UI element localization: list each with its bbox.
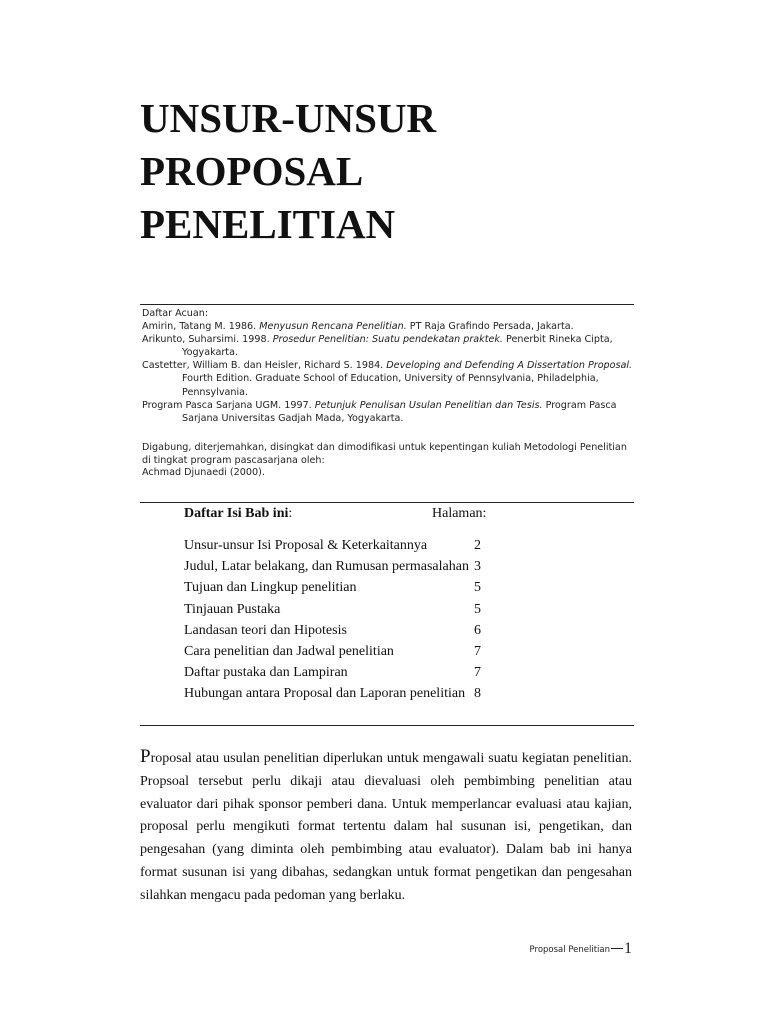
reference-title: Petunjuk Penulisan Usulan Penelitian dan Tesis. <box>314 399 543 411</box>
toc-item-title: Tujuan dan Lingkup penelitian <box>184 580 357 596</box>
toc-item-page: 7 <box>474 665 481 681</box>
toc-heading-colon: : <box>288 506 293 521</box>
toc-item-page: 5 <box>474 601 481 617</box>
reference-publisher: Penerbit Rineka Cipta, Yogyakarta. <box>182 334 613 359</box>
drop-letter: P <box>140 746 151 767</box>
toc-item <box>184 602 494 623</box>
table-of-contents <box>184 506 494 708</box>
reference-item <box>142 333 634 359</box>
toc-list <box>184 538 494 708</box>
toc-item-page: 6 <box>474 622 481 638</box>
divider-toc-top <box>140 502 634 503</box>
reference-author: Program Pasca Sarjana UGM. 1997. <box>142 399 315 411</box>
toc-heading-text: Daftar Isi Bab ini <box>184 506 289 521</box>
reference-item <box>142 320 634 333</box>
toc-item-title: Unsur-unsur Isi Proposal & Keterkaitannya <box>184 538 428 553</box>
toc-item-page: 8 <box>474 686 481 702</box>
compiler-note <box>142 442 634 480</box>
reference-publisher: Program Pasca Sarjana Universitas Gadjah Mada, Yogyakarta. <box>182 399 617 424</box>
reference-title: Developing and Defending A Dissertation Proposal. <box>386 360 633 372</box>
reference-title: Menyusun Rencana Penelitian. <box>259 321 407 333</box>
toc-item <box>184 665 494 686</box>
toc-item <box>184 644 494 665</box>
toc-item-title: Tinjauan Pustaka <box>184 601 281 617</box>
toc-header <box>184 506 494 528</box>
reference-heading: Daftar Acuan: <box>142 308 209 319</box>
toc-item <box>184 538 494 559</box>
reference-author: Arikunto, Suharsimi. 1998. <box>142 334 273 346</box>
divider-toc-bottom <box>140 725 634 726</box>
reference-author: Castetter, William B. dan Heisler, Richard S. 1984. <box>142 360 387 372</box>
reference-item <box>142 399 634 425</box>
toc-item-title: Daftar pustaka dan Lampiran <box>184 665 348 681</box>
page-number: 1 <box>624 940 632 957</box>
toc-item <box>184 686 494 707</box>
toc-item-title: Cara penelitian dan Jadwal penelitian <box>184 643 394 659</box>
running-title: Proposal Penelitian <box>529 945 610 955</box>
reference-item <box>142 359 634 398</box>
chapter-title-line-2: PROPOSAL <box>140 148 364 194</box>
toc-item-title: Hubungan antara Proposal dan Laporan penelitian <box>184 686 466 702</box>
toc-item-title: Landasan teori dan Hipotesis <box>184 622 347 638</box>
reference-title: Prosedur Penelitian: Suatu pendekatan praktek. <box>272 334 503 346</box>
toc-item <box>184 559 494 580</box>
toc-item <box>184 580 494 601</box>
compiler-note-text: Digabung, diterjemahkan, disingkat dan dimodifikasi untuk kepentingan kuliah Metodologi Penelitian di tingkat program pascasarjana oleh: <box>142 442 627 466</box>
chapter-title <box>140 92 620 251</box>
toc-item-page: 5 <box>474 580 481 596</box>
chapter-title-line-3: PENELITIAN <box>140 201 396 247</box>
toc-item-page: 7 <box>474 643 481 659</box>
reference-publisher: PT Raja Grafindo Persada, Jakarta. <box>406 321 574 333</box>
compiler-credit: Achmad Djunaedi (2000). <box>142 467 265 478</box>
intro-paragraph <box>140 748 632 908</box>
reference-publisher: Fourth Edition. Graduate School of Education, University of Pennsylvania, Philadelphia, Pennsylvania. <box>182 373 599 398</box>
reference-author: Amirin, Tatang M. 1986. <box>142 321 260 333</box>
toc-item-page: 3 <box>474 559 481 575</box>
toc-item <box>184 623 494 644</box>
intro-text: roposal atau usulan penelitian diperlukan untuk mengawali suatu kegiatan penelitian. Propsoal tersebut perlu dikaji atau dievaluasi oleh pembimbing penelitian atau evaluator dari pihak sponsor pemberi dana. Untuk memperlancar evaluasi atau kajian, proposal perlu mengikuti format tertentu dalam hal susunan isi, pengetikan, dan pengesahan (yang diminta oleh pembimbing atau evaluator). Dalam bab ini hanya format susunan isi yang dibahas, sedangkan untuk format pengetikan dan pengesahan silahkan mengacu pada pedoman yang berlaku. <box>140 751 632 903</box>
page-footer <box>530 940 632 958</box>
reference-list <box>142 307 634 425</box>
toc-item-title: Judul, Latar belakang, dan Rumusan permasalahan <box>184 559 469 575</box>
toc-heading <box>184 506 292 522</box>
toc-page-heading: Halaman: <box>432 506 487 521</box>
chapter-title-line-1: UNSUR-UNSUR <box>140 95 437 141</box>
divider-top <box>140 304 634 305</box>
footer-dash <box>611 948 623 949</box>
toc-item-page: 2 <box>474 538 481 553</box>
